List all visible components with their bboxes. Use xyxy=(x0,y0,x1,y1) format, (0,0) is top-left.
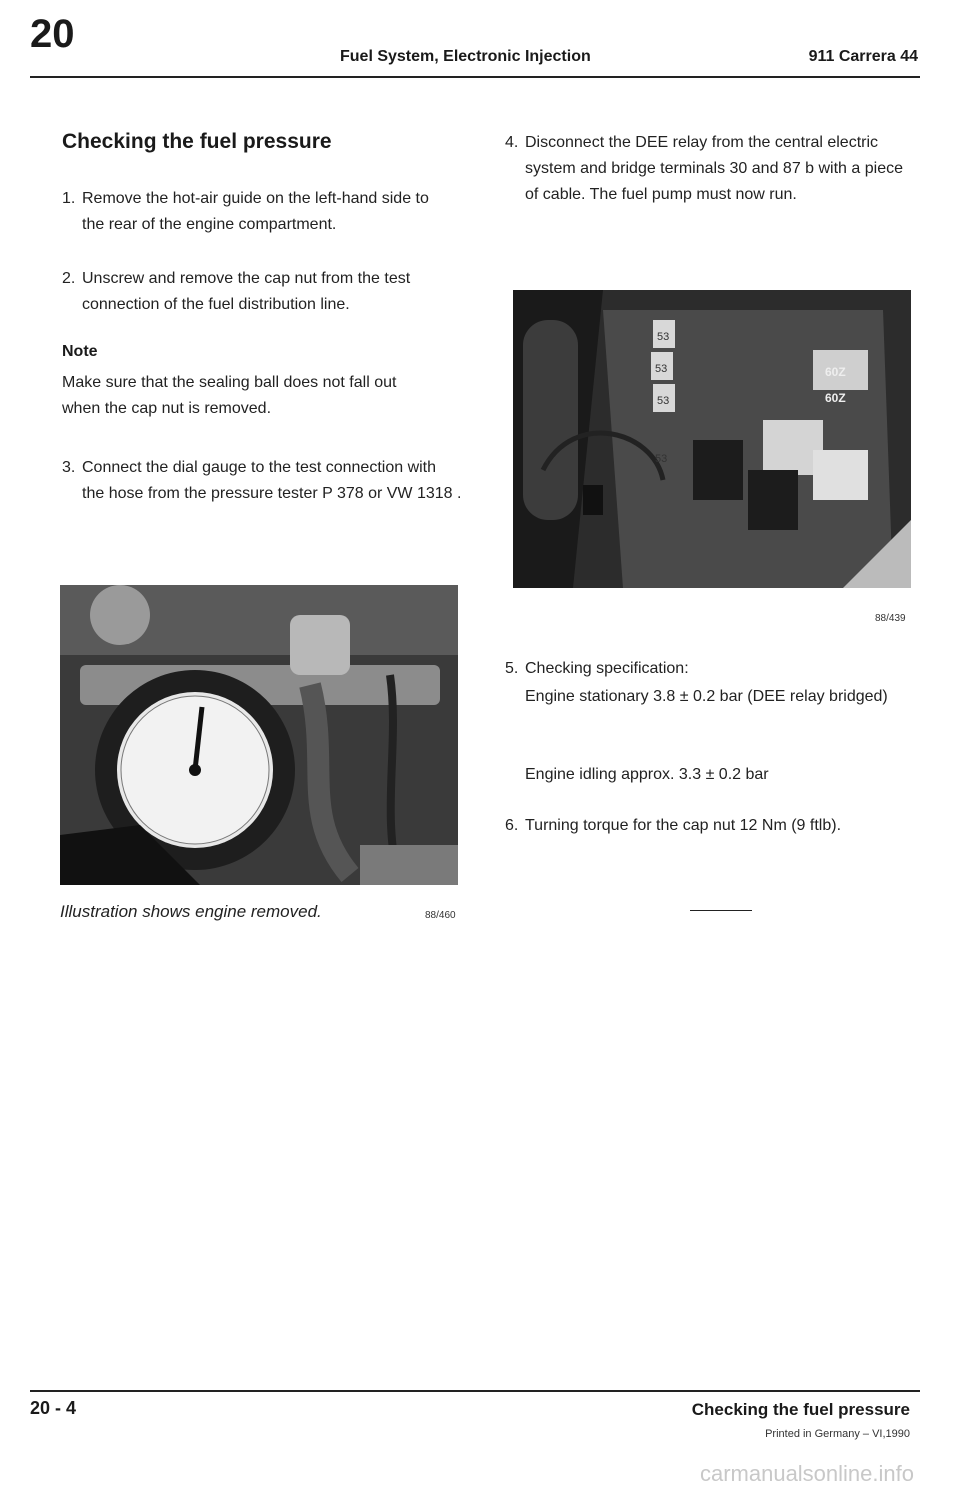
step-number: 2. xyxy=(62,270,76,287)
step-number: 5. xyxy=(505,660,519,677)
footer-rule xyxy=(30,1390,920,1392)
chapter-number: 20 xyxy=(30,12,75,56)
figure-caption: Illustration shows engine removed. xyxy=(60,902,322,921)
header-rule xyxy=(30,76,920,78)
step-5 xyxy=(505,656,915,682)
step-4 xyxy=(505,130,905,208)
step-number: 6. xyxy=(505,817,519,834)
end-rule xyxy=(690,910,752,911)
footer-title: Checking the fuel pressure xyxy=(691,1400,910,1419)
step-number: 3. xyxy=(62,459,76,476)
step-3 xyxy=(62,455,462,507)
watermark: carmanualsonline.info xyxy=(699,1461,914,1486)
relay-label: 53 xyxy=(657,331,670,343)
figure-id: 88/460 xyxy=(425,910,456,921)
relay-label: 60Z xyxy=(825,391,846,405)
header-title: Fuel System, Electronic Injection xyxy=(340,48,591,65)
step-text: Connect the dial gauge to the test connection with the hose from the pressure tester P 378 or VW 1318 . xyxy=(82,459,462,502)
step-number: 1. xyxy=(62,190,76,207)
section-title: Checking the fuel pressure xyxy=(62,130,332,153)
step-text: Disconnect the DEE relay from the central electric system and bridge terminals 30 and 87 b with a piece of cable. The fuel pump must now run. xyxy=(525,134,903,203)
spec-idling: Engine idling approx. 3.3 ± 0.2 bar xyxy=(525,766,769,783)
relay-label: 53 xyxy=(655,453,668,465)
header-model: 911 Carrera 44 xyxy=(808,48,918,65)
step-number: 4. xyxy=(505,134,519,151)
relay-label: 53 xyxy=(655,363,668,375)
spec-stationary: Engine stationary 3.8 ± 0.2 bar (DEE relay bridged) xyxy=(525,688,888,705)
step-6 xyxy=(505,813,925,839)
relay-label: 60Z xyxy=(825,365,846,379)
dial-gauge-illustration xyxy=(60,585,458,885)
note-text: Make sure that the sealing ball does not fall out when the cap nut is removed. xyxy=(62,374,397,417)
step-text: Checking specification: xyxy=(525,660,689,677)
figure-id: 88/439 xyxy=(875,613,906,624)
step-text: Remove the hot-air guide on the left-hand side to the rear of the engine compartment. xyxy=(82,190,429,233)
step-1 xyxy=(62,186,452,238)
page-number: 20 - 4 xyxy=(30,1398,77,1418)
printed-note: Printed in Germany – VI,1990 xyxy=(765,1428,910,1440)
step-2 xyxy=(62,266,452,318)
step-text: Unscrew and remove the cap nut from the test connection of the fuel distribution line. xyxy=(82,270,411,313)
step-text: Turning torque for the cap nut 12 Nm (9 ftlb). xyxy=(525,817,842,834)
relay-box-illustration xyxy=(513,290,911,588)
dial-gauge-photo xyxy=(60,585,458,885)
relay-label: 53 xyxy=(657,395,670,407)
note-heading: Note xyxy=(62,343,98,360)
relay-box-photo xyxy=(513,290,911,588)
